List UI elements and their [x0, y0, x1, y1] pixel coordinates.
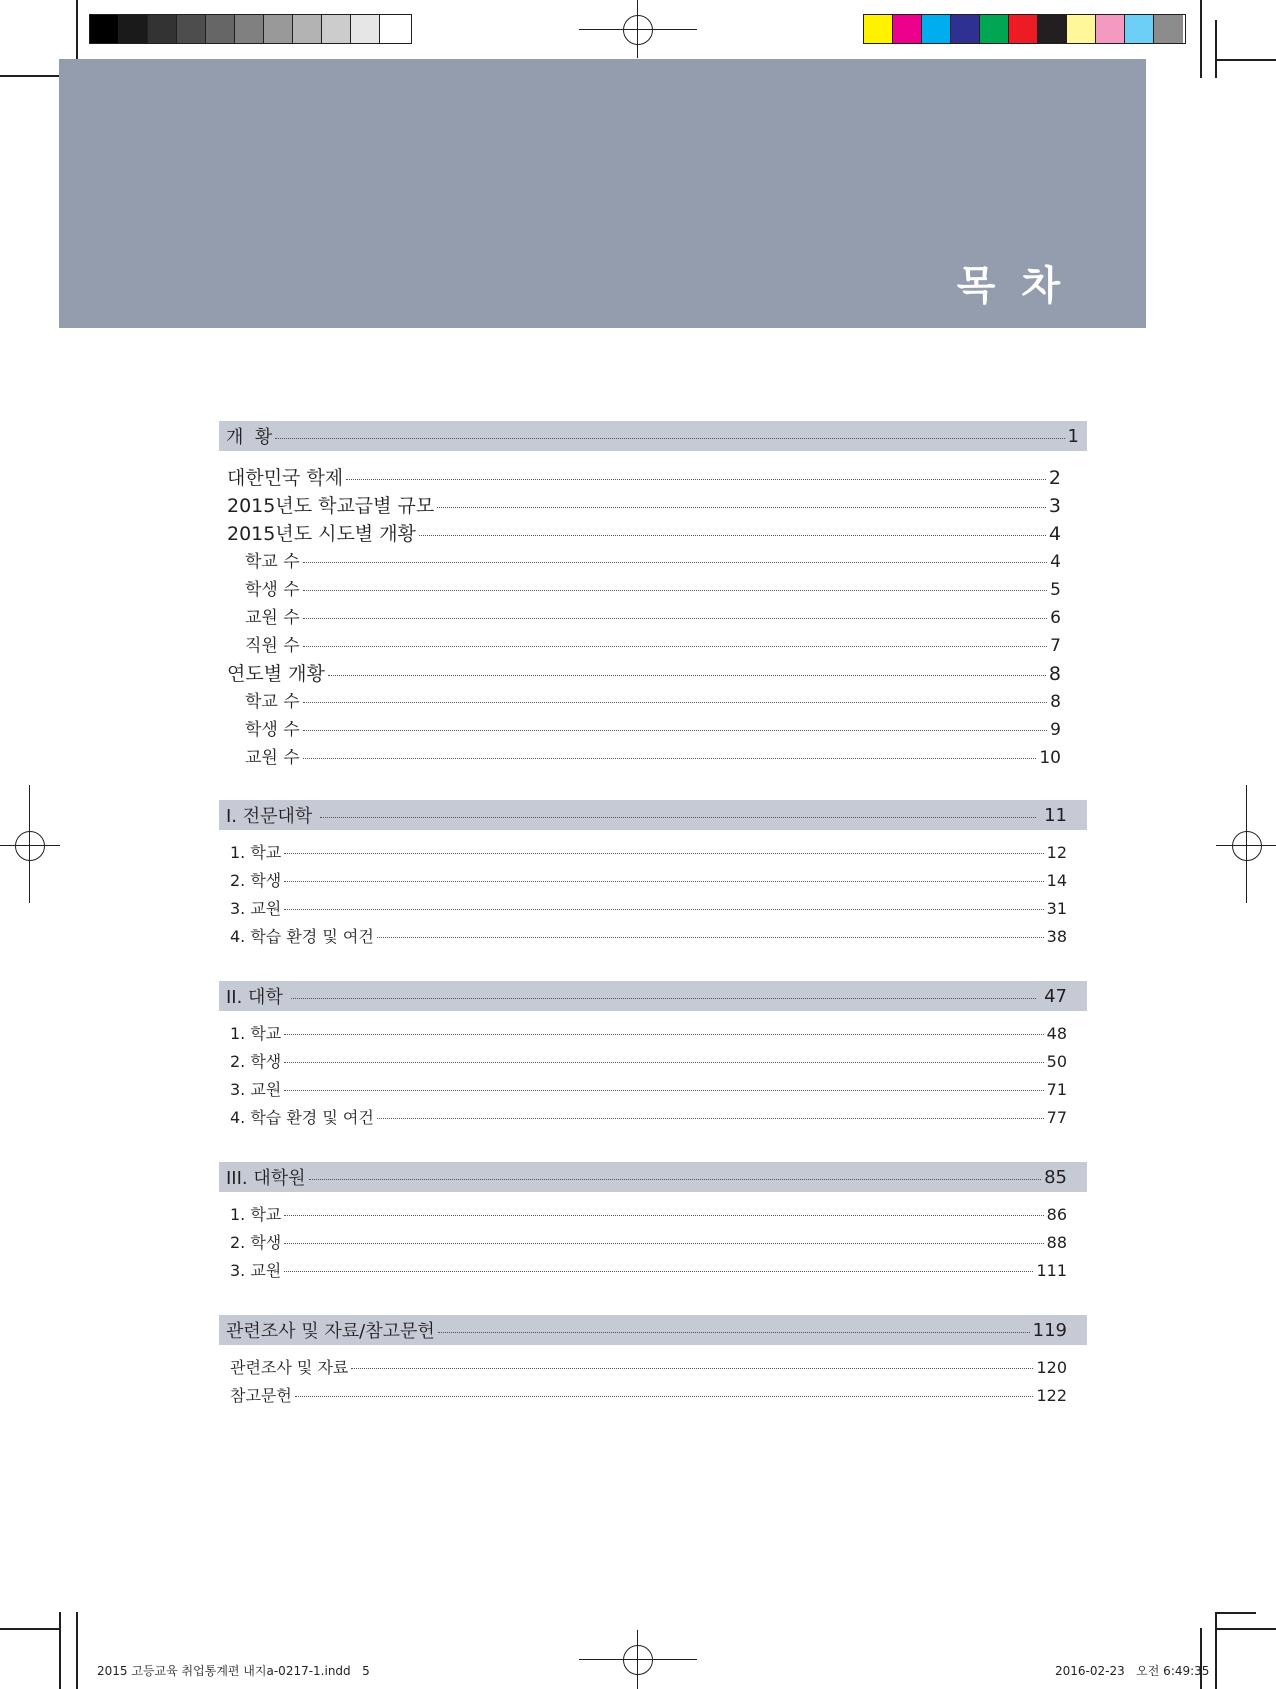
leader-dots — [303, 646, 1048, 647]
leader-dots — [303, 618, 1048, 619]
page-number: 1 — [1067, 425, 1079, 447]
gray-swatch — [351, 15, 380, 43]
page-number: 50 — [1046, 1052, 1067, 1071]
page-number: 8 — [1048, 663, 1061, 685]
page-title: 목 차 — [956, 263, 1066, 309]
toc-entry[interactable] — [219, 575, 1087, 603]
leader-dots — [284, 1034, 1043, 1035]
page-number: 120 — [1036, 1358, 1067, 1377]
toc-entry[interactable] — [219, 1105, 1087, 1133]
entry-label: 2. 학생 — [230, 1052, 282, 1071]
print-timestamp: 2016-02-23 오전 6:49:35 — [1055, 1664, 1210, 1678]
page-number: 119 — [1032, 1319, 1067, 1341]
leader-dots — [438, 1332, 1030, 1333]
page-number: 4 — [1050, 552, 1061, 572]
entry-label: 4. 학습 환경 및 여건 — [230, 1108, 374, 1127]
page-number: 31 — [1046, 899, 1067, 918]
gray-swatch — [148, 15, 177, 43]
leader-dots — [320, 817, 1036, 818]
toc-entry[interactable] — [219, 715, 1087, 743]
color-swatch — [1067, 15, 1096, 43]
toc-entry[interactable] — [219, 1383, 1087, 1411]
leader-dots — [284, 1062, 1043, 1063]
toc-section-references[interactable] — [219, 1315, 1087, 1345]
leader-dots — [284, 1215, 1043, 1216]
toc-entry[interactable] — [219, 924, 1087, 952]
toc-section-graduate[interactable] — [219, 1162, 1087, 1192]
header-banner — [59, 59, 1146, 328]
entry-label: 3. 교원 — [230, 899, 282, 918]
color-swatch — [1009, 15, 1038, 43]
leader-dots — [284, 1090, 1043, 1091]
toc-entry[interactable] — [219, 840, 1087, 868]
leader-dots — [303, 702, 1048, 703]
toc-entry[interactable] — [219, 1258, 1087, 1286]
entry-label: 학생 수 — [245, 720, 300, 740]
toc-entry[interactable] — [219, 519, 1087, 547]
entry-label: 3. 교원 — [230, 1080, 282, 1099]
gray-swatch — [322, 15, 351, 43]
page-number: 11 — [1044, 804, 1067, 826]
page-number: 71 — [1046, 1080, 1067, 1099]
toc-entry[interactable] — [219, 1202, 1087, 1230]
entry-label: 2015년도 학교급별 규모 — [227, 495, 435, 517]
page-number: 77 — [1046, 1108, 1067, 1127]
toc-entry[interactable] — [219, 896, 1087, 924]
toc-entry[interactable] — [219, 687, 1087, 715]
color-swatch — [1038, 15, 1067, 43]
leader-dots — [303, 590, 1048, 591]
page-number: 48 — [1046, 1024, 1067, 1043]
color-swatch — [951, 15, 980, 43]
grayscale-swatch-bar — [89, 14, 412, 44]
page-number: 111 — [1036, 1261, 1067, 1280]
registration-mark-icon — [623, 15, 653, 45]
registration-mark-icon — [1232, 831, 1262, 861]
page-number: 2 — [1048, 467, 1061, 489]
leader-dots — [303, 758, 1037, 759]
page-number: 12 — [1046, 843, 1067, 862]
page-number: 14 — [1046, 871, 1067, 890]
entry-label: 교원 수 — [245, 608, 300, 628]
page-number: 6 — [1050, 608, 1061, 628]
toc-entry[interactable] — [219, 1021, 1087, 1049]
entry-label: 학교 수 — [245, 552, 300, 572]
color-swatch — [922, 15, 951, 43]
toc-entry[interactable] — [219, 547, 1087, 575]
leader-dots — [351, 1368, 1033, 1369]
toc-entry[interactable] — [219, 743, 1087, 771]
table-of-contents — [219, 421, 1087, 1411]
toc-entry[interactable] — [219, 463, 1087, 491]
leader-dots — [295, 1396, 1034, 1397]
toc-entry[interactable] — [219, 491, 1087, 519]
gray-swatch — [380, 15, 409, 43]
leader-dots — [346, 479, 1046, 480]
gray-swatch — [235, 15, 264, 43]
page-number: 85 — [1044, 1166, 1067, 1188]
leader-dots — [284, 909, 1043, 910]
color-swatch — [1125, 15, 1154, 43]
entry-label: 관련조사 및 자료 — [230, 1358, 349, 1377]
leader-dots — [419, 535, 1046, 536]
color-swatch — [1154, 15, 1183, 43]
section-title: III. 대학원 — [226, 1168, 306, 1189]
toc-entry[interactable] — [219, 631, 1087, 659]
entry-label: 1. 학교 — [230, 1024, 282, 1043]
toc-entry[interactable] — [219, 1077, 1087, 1105]
leader-dots — [303, 730, 1048, 731]
gray-swatch — [264, 15, 293, 43]
gray-swatch — [177, 15, 206, 43]
leader-dots — [309, 1179, 1042, 1180]
entry-label: 대한민국 학제 — [227, 467, 344, 489]
leader-dots — [303, 562, 1048, 563]
leader-dots — [437, 507, 1046, 508]
entry-label: 3. 교원 — [230, 1261, 282, 1280]
page-number: 7 — [1050, 636, 1061, 656]
file-slug: 2015 고등교육 취업통계편 내지a-0217-1.indd 5 — [97, 1664, 370, 1678]
color-swatch — [893, 15, 922, 43]
toc-entry[interactable] — [219, 603, 1087, 631]
page-number: 47 — [1044, 985, 1067, 1007]
entry-label: 참고문헌 — [230, 1386, 292, 1405]
entry-label: 2. 학생 — [230, 1233, 282, 1252]
registration-mark-icon — [623, 1645, 653, 1675]
entry-label: 2. 학생 — [230, 871, 282, 890]
leader-dots — [284, 881, 1043, 882]
entry-label: 직원 수 — [245, 636, 300, 656]
gray-swatch — [206, 15, 235, 43]
leader-dots — [275, 438, 1064, 439]
page-number: 8 — [1050, 692, 1061, 712]
toc-entry[interactable] — [219, 1355, 1087, 1383]
leader-dots — [284, 1271, 1033, 1272]
toc-section-overview[interactable] — [219, 421, 1087, 451]
toc-section-university[interactable] — [219, 981, 1087, 1011]
color-swatch — [864, 15, 893, 43]
registration-mark-icon — [15, 831, 45, 861]
color-swatch-bar — [863, 14, 1186, 44]
entry-label: 1. 학교 — [230, 843, 282, 862]
entry-label: 연도별 개황 — [227, 663, 325, 685]
entry-label: 학생 수 — [245, 580, 300, 600]
section-title: II. 대학 — [226, 987, 283, 1008]
section-title: 개 황 — [226, 427, 273, 448]
toc-entry[interactable] — [219, 659, 1087, 687]
page-number: 88 — [1046, 1233, 1067, 1252]
entry-label: 1. 학교 — [230, 1205, 282, 1224]
page-number: 122 — [1036, 1386, 1067, 1405]
leader-dots — [284, 853, 1043, 854]
color-swatch — [1096, 15, 1125, 43]
entry-label: 학교 수 — [245, 692, 300, 712]
leader-dots — [328, 675, 1046, 676]
leader-dots — [377, 937, 1044, 938]
entry-label: 교원 수 — [245, 748, 300, 768]
section-title: 관련조사 및 자료/참고문헌 — [226, 1321, 435, 1342]
gray-swatch — [90, 15, 119, 43]
gray-swatch — [293, 15, 322, 43]
section-title: I. 전문대학 — [226, 806, 313, 827]
page-number: 3 — [1048, 495, 1061, 517]
page-number: 9 — [1050, 720, 1061, 740]
toc-entry[interactable] — [219, 1049, 1087, 1077]
leader-dots — [291, 998, 1036, 999]
page-number: 4 — [1048, 523, 1061, 545]
leader-dots — [377, 1118, 1044, 1119]
leader-dots — [284, 1243, 1043, 1244]
toc-section-college[interactable] — [219, 800, 1087, 830]
color-swatch — [980, 15, 1009, 43]
page-number: 38 — [1046, 927, 1067, 946]
page-number: 5 — [1050, 580, 1061, 600]
toc-entry[interactable] — [219, 1230, 1087, 1258]
entry-label: 2015년도 시도별 개황 — [227, 523, 416, 545]
gray-swatch — [119, 15, 148, 43]
entry-label: 4. 학습 환경 및 여건 — [230, 927, 374, 946]
page-number: 86 — [1046, 1205, 1067, 1224]
toc-entry[interactable] — [219, 868, 1087, 896]
page-number: 10 — [1039, 748, 1061, 768]
